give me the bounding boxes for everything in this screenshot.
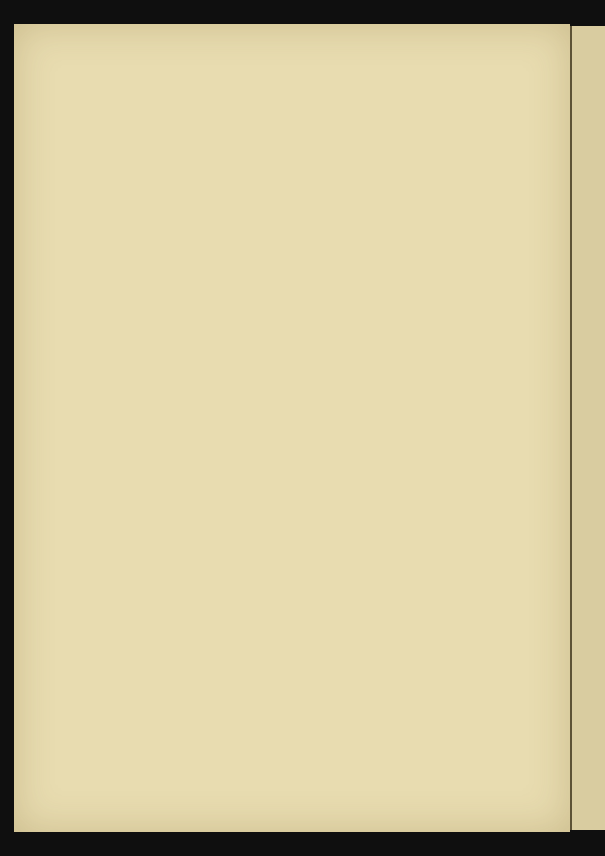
facing-page-edge (570, 26, 605, 830)
book-page (14, 24, 570, 832)
